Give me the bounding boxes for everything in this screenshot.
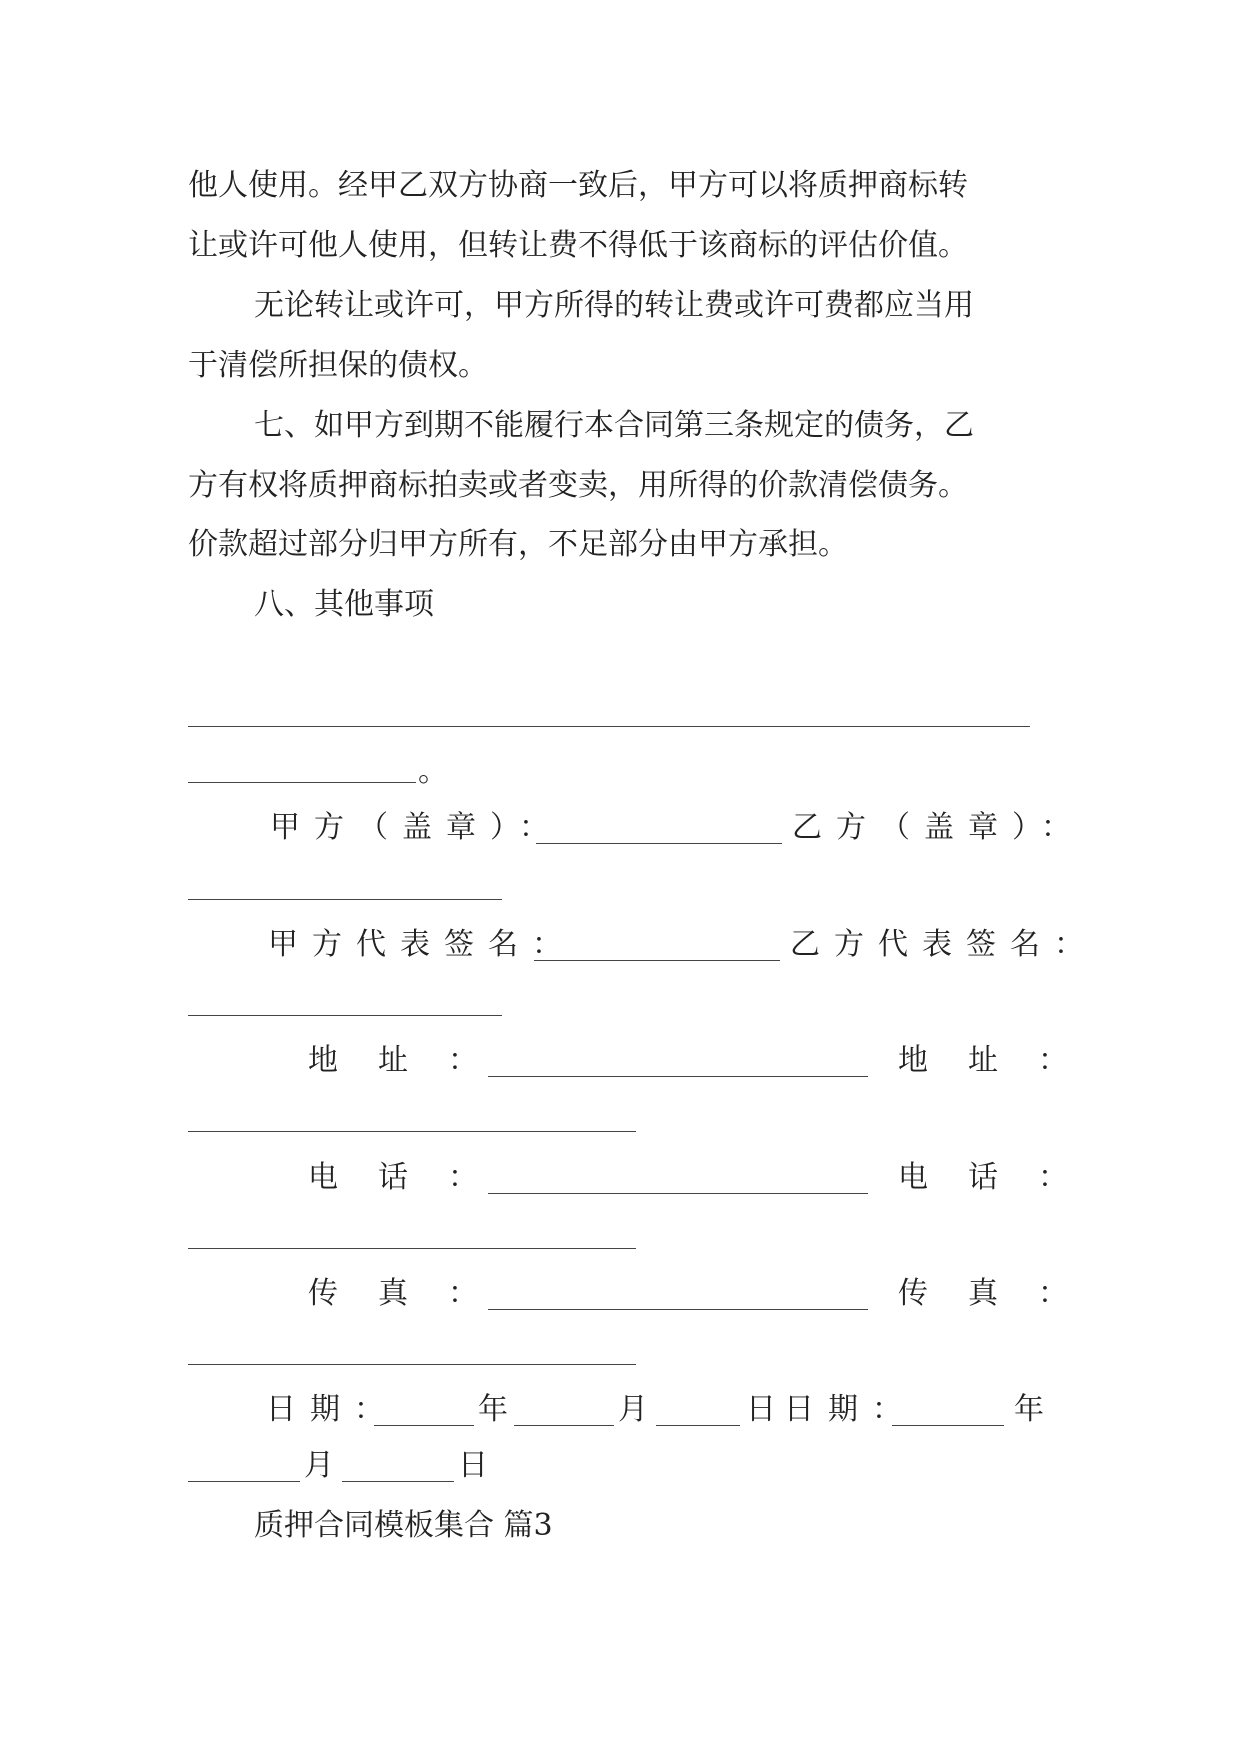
fill-in-blank-line	[188, 782, 416, 783]
body-text-line: 于清偿所担保的债权。	[188, 348, 488, 383]
party-b-day-blank	[342, 1481, 454, 1482]
body-text-line: 他人使用。经甲乙双方协商一致后，甲方可以将质押商标转	[188, 168, 968, 203]
party-a-rep-blank	[534, 960, 780, 961]
party-a-date-label: 日期：	[266, 1392, 398, 1427]
party-a-rep-label: 甲方代表签名：	[268, 927, 576, 962]
party-b-date-label: 日期：	[784, 1392, 916, 1427]
party-b-fax-blank	[188, 1364, 636, 1365]
section-heading: 八、其他事项	[254, 587, 434, 622]
party-a-address-label: 地址：	[308, 1043, 518, 1078]
party-a-year-blank	[374, 1425, 474, 1426]
party-b-seal-blank	[188, 899, 502, 900]
body-text-line: 七、如甲方到期不能履行本合同第三条规定的债务，乙	[254, 408, 974, 443]
party-b-month-blank	[188, 1481, 300, 1482]
blank-period: 。	[418, 754, 448, 789]
party-b-address-label: 地址：	[898, 1043, 1108, 1078]
party-a-month-blank	[514, 1425, 614, 1426]
party-a-fax-label: 传真：	[308, 1276, 518, 1311]
party-b-seal-label: 乙方（盖章）：	[792, 810, 1085, 845]
fill-in-blank-line	[188, 726, 1030, 727]
year-unit: 年	[1014, 1392, 1044, 1427]
party-b-rep-label: 乙方代表签名：	[790, 927, 1098, 962]
party-a-fax-blank	[488, 1309, 868, 1310]
party-b-fax-label: 传真：	[898, 1276, 1108, 1311]
body-text-line: 价款超过部分归甲方所有，不足部分由甲方承担。	[188, 527, 848, 562]
body-text-line: 让或许可他人使用，但转让费不得低于该商标的评估价值。	[188, 228, 968, 263]
party-a-phone-label: 电话：	[308, 1160, 518, 1195]
party-a-seal-blank	[536, 843, 782, 844]
party-a-phone-blank	[488, 1193, 868, 1194]
party-b-year-blank	[892, 1425, 1004, 1426]
party-b-address-blank	[188, 1131, 636, 1132]
body-text-line: 无论转让或许可，甲方所得的转让费或许可费都应当用	[254, 288, 974, 323]
day-unit: 日	[746, 1392, 776, 1427]
party-b-phone-blank	[188, 1248, 636, 1249]
month-unit: 月	[304, 1448, 334, 1483]
year-unit: 年	[478, 1392, 508, 1427]
month-unit: 月	[618, 1392, 648, 1427]
party-b-phone-label: 电话：	[898, 1160, 1108, 1195]
body-text-line: 方有权将质押商标拍卖或者变卖，用所得的价款清偿债务。	[188, 468, 968, 503]
day-unit: 日	[458, 1448, 488, 1483]
section-title: 质押合同模板集合 篇3	[254, 1508, 553, 1543]
party-a-address-blank	[488, 1076, 868, 1077]
party-b-rep-blank	[188, 1015, 502, 1016]
party-a-day-blank	[656, 1425, 740, 1426]
party-a-seal-label: 甲方（盖章）：	[270, 810, 563, 845]
